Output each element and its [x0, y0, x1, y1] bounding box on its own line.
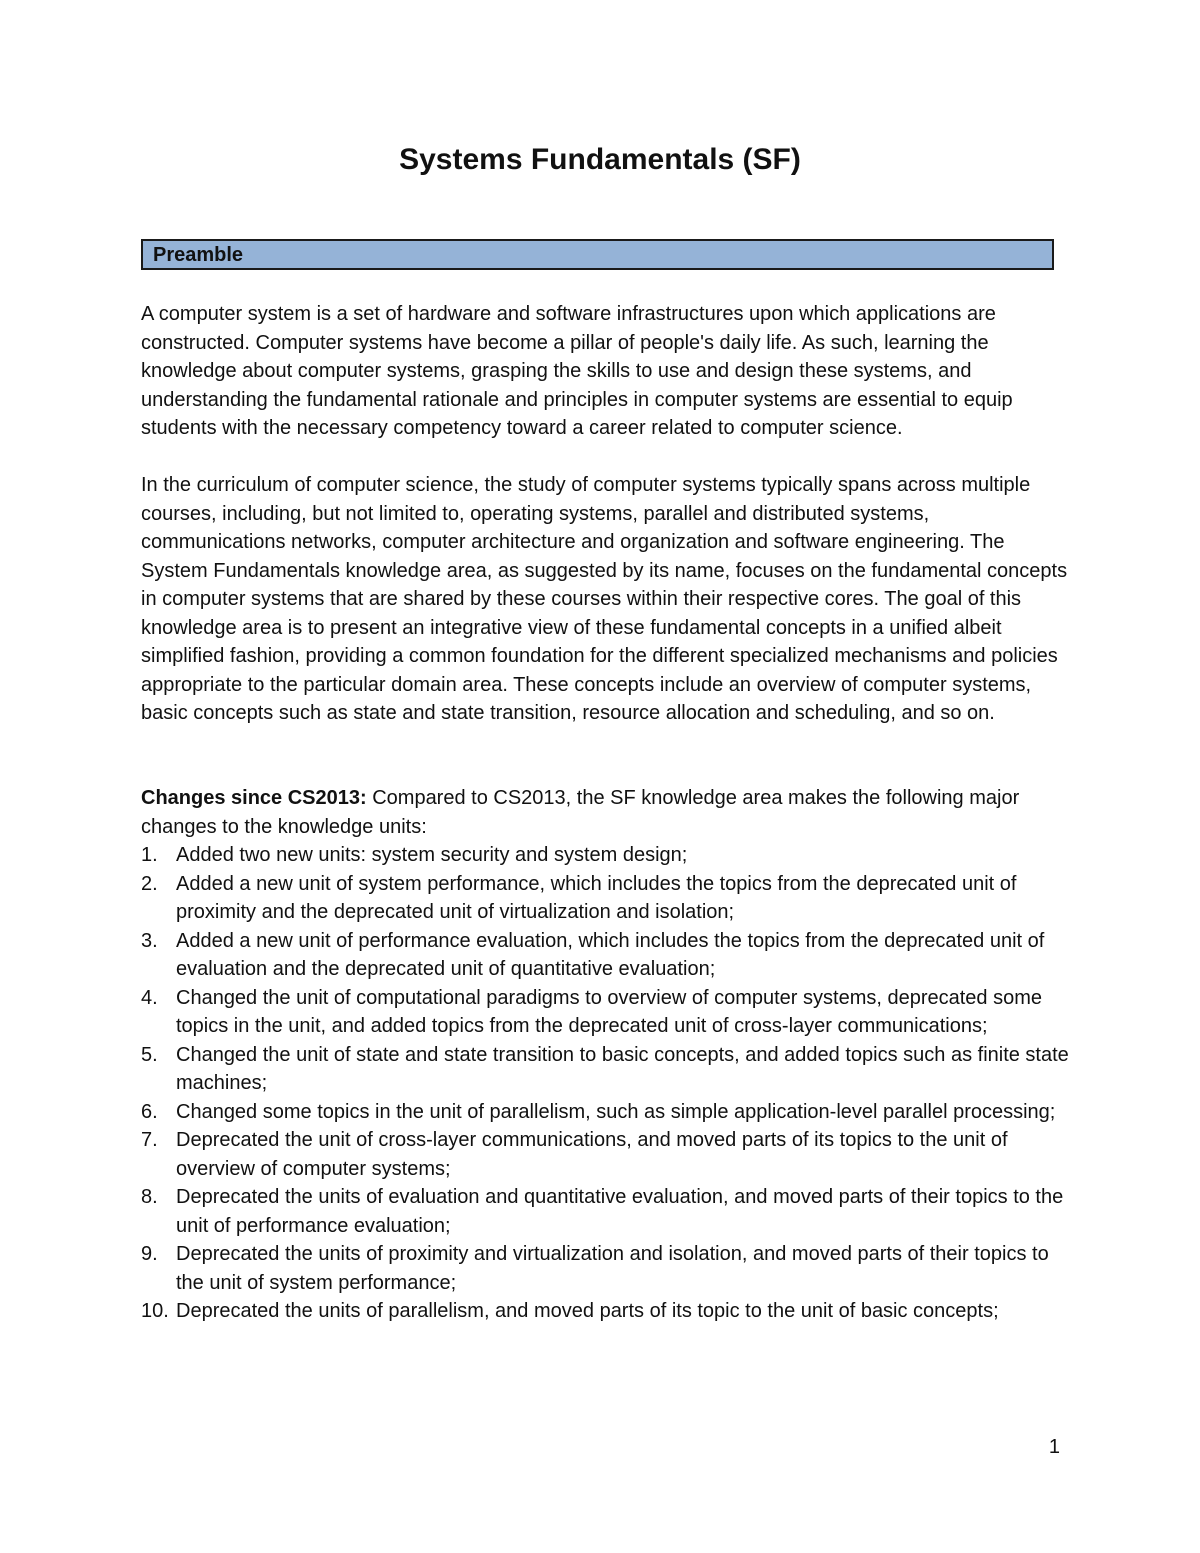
list-item	[141, 1240, 1071, 1297]
page-title: Systems Fundamentals (SF)	[399, 143, 801, 176]
list-item-number: 1.	[141, 844, 158, 866]
list-item-text: Added two new units: system security and system design;	[176, 844, 688, 866]
list-item-text: Changed some topics in the unit of parallelism, such as simple application-level parallel processing;	[176, 1100, 1056, 1123]
paragraph-curriculum: In the curriculum of computer science, the study of computer systems typically spans across multiple courses, including, but not limited to, operating systems, parallel and distributed systems, communications networks, computer architecture and organization and software engineering. The System Fundamentals knowledge area, as suggested by its name, focuses on the fundamental concepts in computer systems that are shared by these courses within their respective cores. The goal of this knowledge area is to present an integrative view of these fundamental concepts in a unified albeit simplified fashion, providing a common foundation for the different specialized mechanisms and policies appropriate to the particular domain area. These concepts include an overview of computer systems, basic concepts such as state and state transition, resource allocation and scheduling, and so on.	[141, 474, 1068, 724]
list-item-text: Changed the unit of state and state transition to basic concepts, and added topics such as finite state machines;	[176, 1043, 1069, 1094]
list-item-text: Deprecated the units of evaluation and quantitative evaluation, and moved parts of their topics to the unit of performance evaluation;	[176, 1186, 1064, 1237]
list-item-number: 10.	[141, 1300, 169, 1322]
list-item-number: 4.	[141, 986, 158, 1009]
list-item	[141, 927, 1071, 984]
list-item-number: 7.	[141, 1129, 158, 1151]
list-item	[141, 1041, 1071, 1098]
list-item-number: 2.	[141, 872, 158, 895]
page-number: 1	[1048, 1436, 1060, 1458]
changes-list	[141, 841, 1071, 1326]
list-item-number: 6.	[141, 1100, 158, 1123]
list-item-text: Added a new unit of performance evaluation, which includes the topics from the deprecated unit of evaluation and the deprecated unit of quantitative evaluation;	[176, 929, 1045, 980]
section-heading-preamble: Preamble	[141, 239, 1054, 270]
list-item	[141, 1098, 1071, 1127]
paragraph-intro: A computer system is a set of hardware and software infrastructures upon which applications are constructed. Computer systems have become a pillar of people's daily life. As such, learning the knowledge about computer systems, grasping the skills to use and design these systems, and understanding the fundamental rationale and principles in computer systems are essential to equip students with the necessary competency toward a career related to computer science.	[141, 303, 1013, 439]
list-item	[141, 1297, 1071, 1326]
list-item-text: Added a new unit of system performance, which includes the topics from the deprecated unit of proximity and the deprecated unit of virtualization and isolation;	[176, 872, 1017, 923]
list-item	[141, 841, 1071, 870]
list-item	[141, 984, 1071, 1041]
changes-intro-text: Compared to CS2013, the SF knowledge area makes the following major changes to the knowledge units:	[141, 787, 1020, 838]
changes-intro	[141, 784, 1071, 841]
list-item	[141, 1183, 1071, 1240]
list-item	[141, 1126, 1071, 1183]
list-item-number: 8.	[141, 1186, 158, 1208]
list-item-number: 5.	[141, 1043, 158, 1066]
changes-label: Changes since CS2013:	[141, 787, 367, 809]
list-item-text: Deprecated the unit of cross-layer communications, and moved parts of its topics to the unit of overview of computer systems;	[176, 1129, 1008, 1180]
list-item-text: Deprecated the units of proximity and virtualization and isolation, and moved parts of their topics to the unit of system performance;	[176, 1243, 1049, 1294]
list-item-text: Deprecated the units of parallelism, and moved parts of its topic to the unit of basic concepts;	[176, 1300, 999, 1322]
list-item-number: 3.	[141, 929, 158, 952]
list-item	[141, 870, 1071, 927]
list-item-text: Changed the unit of computational paradigms to overview of computer systems, deprecated some topics in the unit, and added topics from the deprecated unit of cross-layer communications;	[176, 986, 1043, 1037]
list-item-number: 9.	[141, 1243, 158, 1265]
